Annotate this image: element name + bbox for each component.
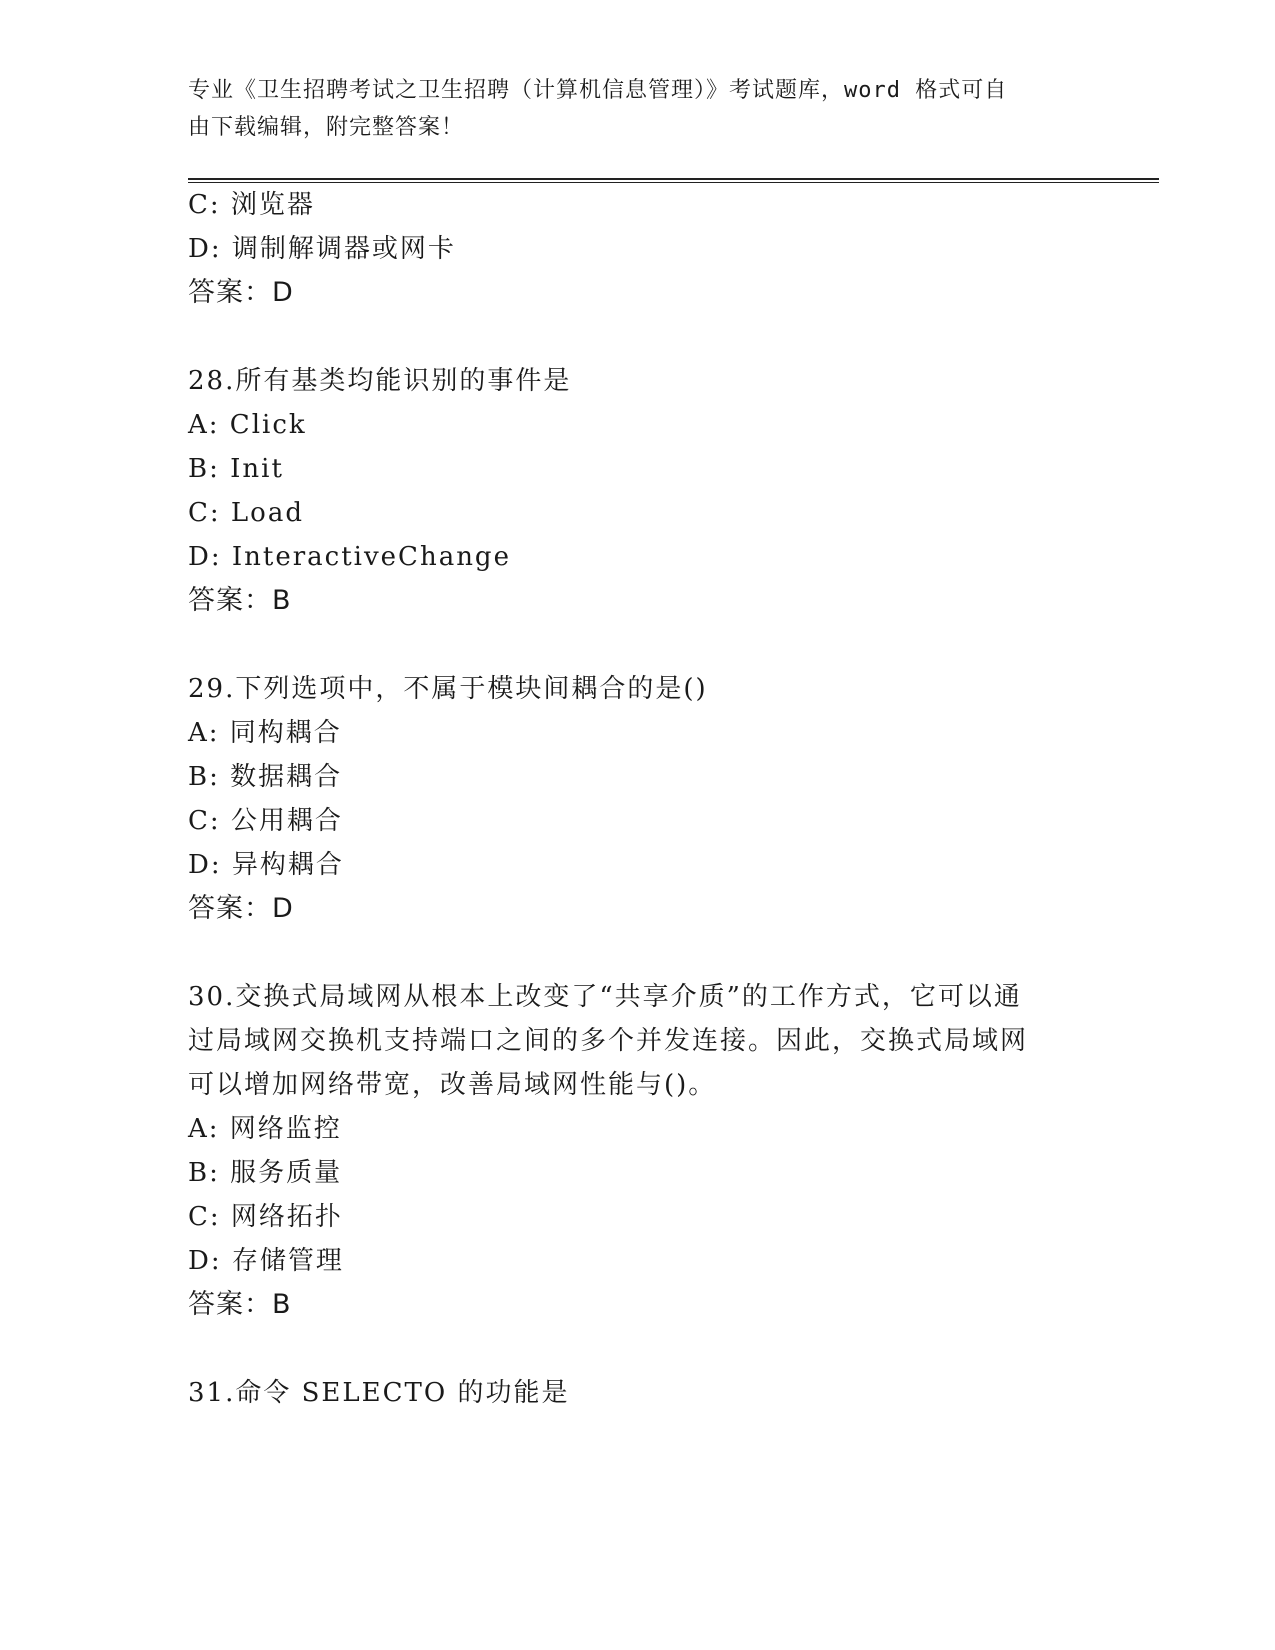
- q28-stem: 28.所有基类均能识别的事件是: [188, 366, 572, 396]
- header-line-2: 由下载编辑，附完整答案！: [188, 115, 465, 140]
- q30-option-d: D: 存储管理: [188, 1246, 344, 1276]
- q29-option-a: A: 同构耦合: [188, 718, 342, 748]
- header-divider: [188, 178, 1159, 183]
- q29-option-d: D: 异构耦合: [188, 850, 344, 880]
- q29-option-b: B: 数据耦合: [188, 762, 343, 792]
- q29-stem: 29.下列选项中，不属于模块间耦合的是(): [188, 674, 708, 704]
- q29-option-c: C: 公用耦合: [188, 806, 343, 836]
- q30-option-b: B: 服务质量: [188, 1158, 343, 1188]
- q28-option-b: B: Init: [188, 454, 284, 484]
- q30-answer: 答案：B: [188, 1289, 292, 1320]
- q28-option-d: D: InteractiveChange: [188, 542, 511, 572]
- prev-answer: 答案：D: [188, 277, 294, 308]
- header-line-1: 专业《卫生招聘考试之卫生招聘（计算机信息管理）》考试题库，word 格式可自: [188, 78, 1008, 103]
- document-header: [188, 72, 1088, 146]
- q28-answer: 答案：B: [188, 585, 292, 616]
- prev-option-c: C: 浏览器: [188, 190, 315, 220]
- q30-stem-line-2: 过局域网交换机支持端口之间的多个并发连接。因此，交换式局域网: [188, 1026, 1029, 1056]
- q28-option-a: A: Click: [188, 410, 307, 440]
- q30-option-c: C: 网络拓扑: [188, 1202, 343, 1232]
- prev-option-d: D: 调制解调器或网卡: [188, 234, 456, 264]
- q31-stem: 31.命令 SELECTO 的功能是: [188, 1378, 570, 1408]
- q29-answer: 答案：D: [188, 893, 294, 924]
- q30-option-a: A: 网络监控: [188, 1114, 342, 1144]
- q30-stem-line-1: 30.交换式局域网从根本上改变了“共享介质”的工作方式，它可以通: [188, 982, 1022, 1012]
- q28-option-c: C: Load: [188, 498, 304, 528]
- q30-stem-line-3: 可以增加网络带宽，改善局域网性能与()。: [188, 1070, 717, 1100]
